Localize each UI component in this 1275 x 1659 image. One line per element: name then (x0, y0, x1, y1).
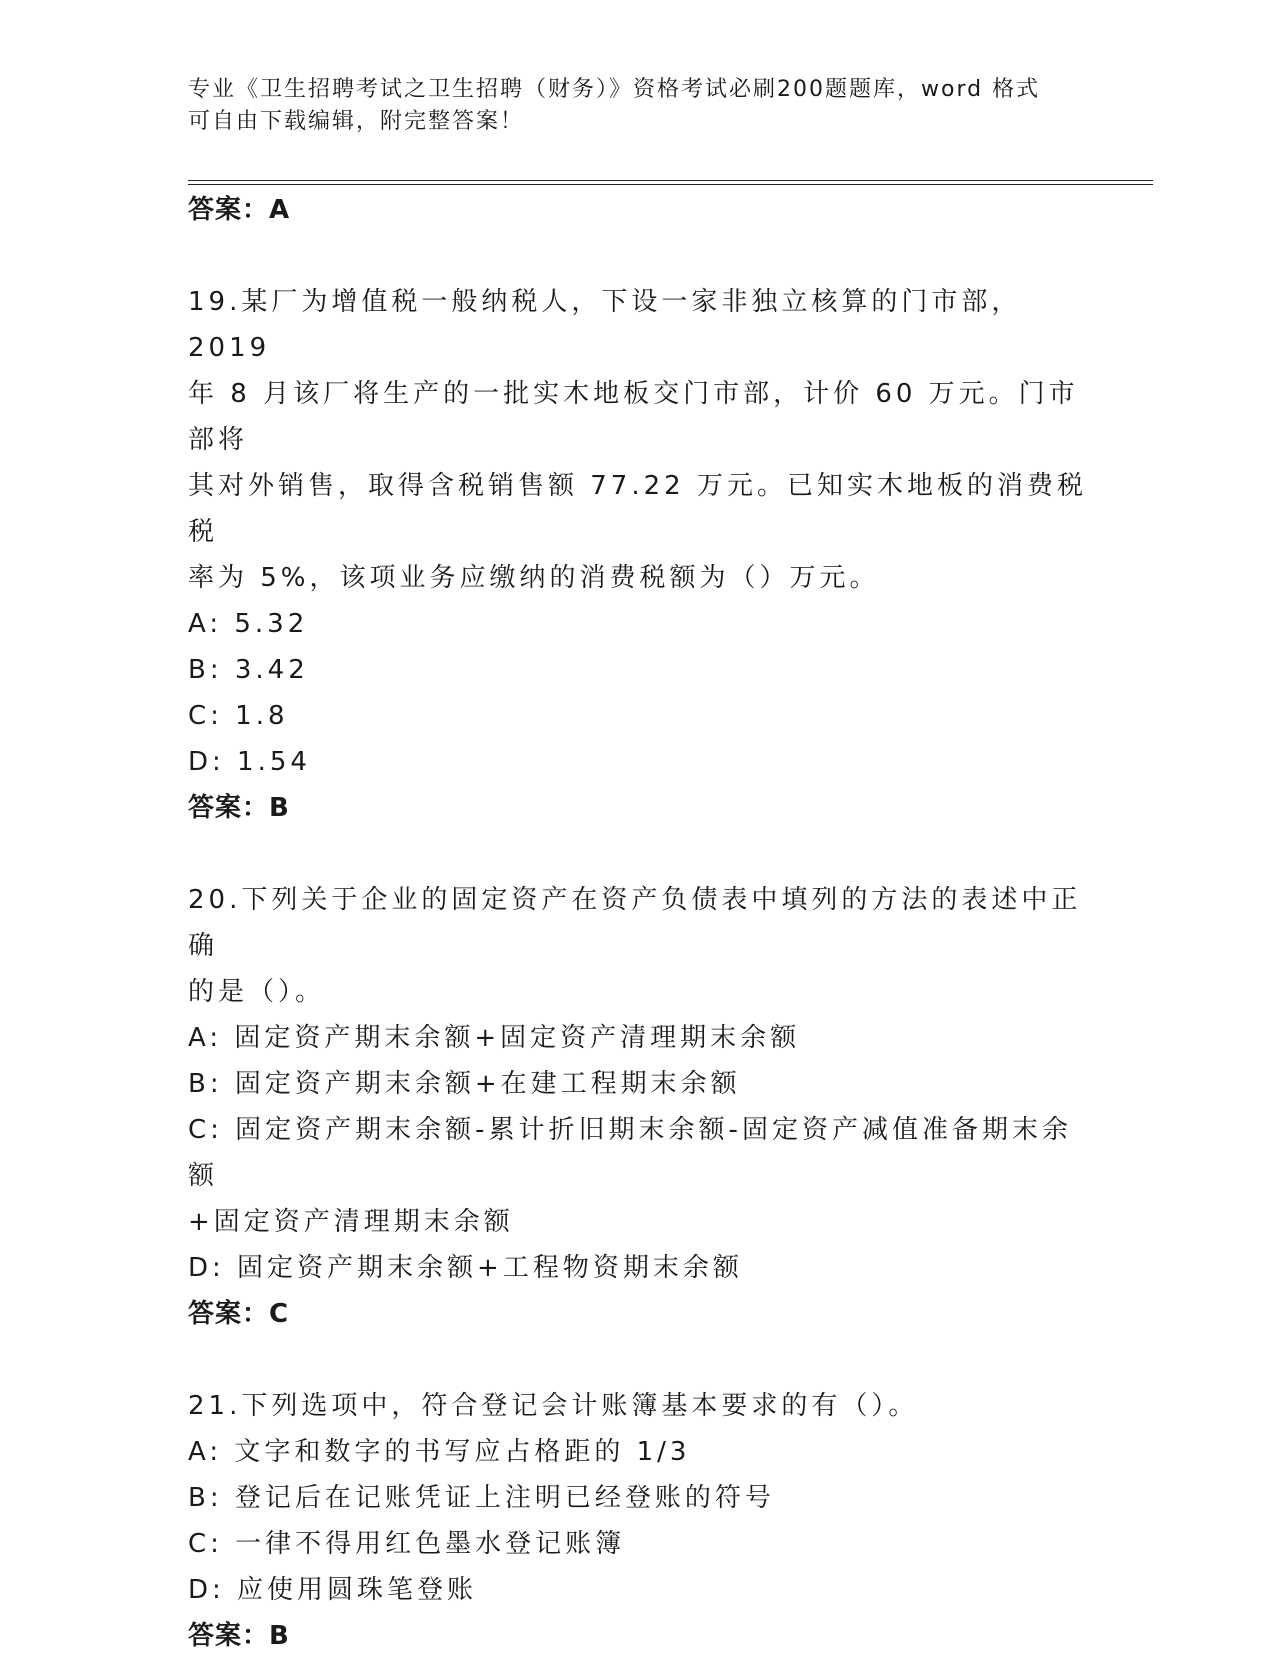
question-block-21 (188, 1383, 1088, 1659)
spacer (188, 831, 1088, 877)
question-stem-line: 率为 5%，该项业务应缴纳的消费税额为（）万元。 (188, 563, 880, 593)
option-c: C: 固定资产期末余额-累计折旧期末余额-固定资产减值准备期末余额 (188, 1115, 1072, 1191)
question-stem-line: 其对外销售，取得含税销售额 77.22 万元。已知实木地板的消费税税 (188, 471, 1087, 547)
question-block-19 (188, 279, 1088, 831)
option-b: B: 固定资产期末余额+在建工程期末余额 (188, 1069, 741, 1099)
question-stem-line: 21.下列选项中，符合登记会计账簿基本要求的有（）。 (188, 1391, 919, 1421)
spacer (188, 233, 1088, 279)
option-a: A: 固定资产期末余额+固定资产清理期末余额 (188, 1023, 801, 1053)
option-a: A: 文字和数字的书写应占格距的 1/3 (188, 1437, 691, 1467)
header-divider (188, 180, 1153, 185)
option-b: B: 登记后在记账凭证上注明已经登账的符号 (188, 1483, 775, 1513)
option-c: C: 一律不得用红色墨水登记账簿 (188, 1529, 626, 1559)
question-block-20 (188, 877, 1088, 1337)
question-stem-line: 的是（）。 (188, 977, 326, 1007)
question-answer: 答案：B (188, 793, 290, 823)
option-d: D: 1.54 (188, 747, 311, 777)
option-d: D: 固定资产期末余额+工程物资期末余额 (188, 1253, 743, 1283)
header-line-2: 可自由下载编辑，附完整答案！ (188, 109, 525, 134)
option-a: A: 5.32 (188, 609, 309, 639)
option-d: D: 应使用圆珠笔登账 (188, 1575, 478, 1605)
header-line-1: 专业《卫生招聘考试之卫生招聘（财务）》资格考试必刷200题题库，word 格式 (188, 77, 1041, 102)
spacer (188, 1337, 1088, 1383)
question-stem-line: 20.下列关于企业的固定资产在资产负债表中填列的方法的表述中正确 (188, 885, 1082, 961)
question-stem-line: 年 8 月该厂将生产的一批实木地板交门市部，计价 60 万元。门市部将 (188, 379, 1079, 455)
question-answer: 答案：C (188, 1299, 290, 1329)
document-body (188, 187, 1088, 1659)
previous-answer: 答案：A (188, 195, 291, 225)
question-answer: 答案：B (188, 1621, 290, 1651)
option-c: C: 1.8 (188, 701, 289, 731)
page-header (188, 74, 1088, 138)
option-c-continued: +固定资产清理期末余额 (188, 1207, 514, 1237)
option-b: B: 3.42 (188, 655, 309, 685)
question-stem-line: 19.某厂为增值税一般纳税人，下设一家非独立核算的门市部，2019 (188, 287, 1022, 363)
